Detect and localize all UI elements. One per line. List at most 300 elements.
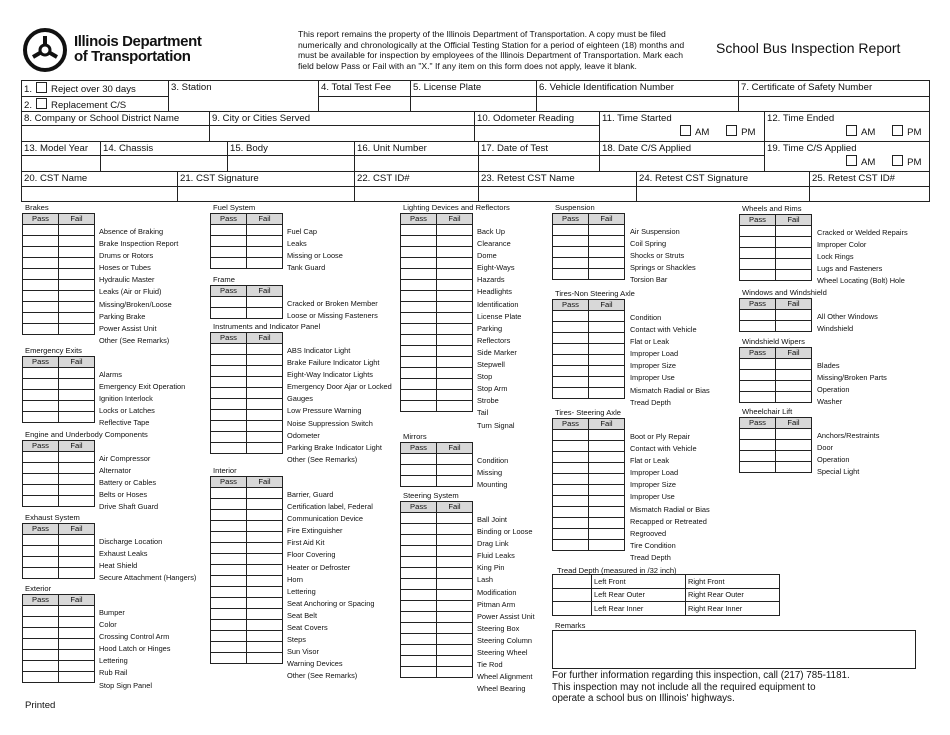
- pass-cell[interactable]: [211, 598, 247, 609]
- pass-cell[interactable]: [23, 606, 59, 617]
- pass-cell[interactable]: [23, 557, 59, 568]
- pass-cell[interactable]: [211, 399, 247, 410]
- fail-cell[interactable]: [59, 368, 95, 379]
- fail-cell[interactable]: [247, 443, 283, 454]
- pass-cell[interactable]: [23, 368, 59, 379]
- fail-cell[interactable]: [437, 357, 473, 368]
- pass-cell[interactable]: [211, 488, 247, 499]
- pass-cell[interactable]: [740, 226, 776, 237]
- fail-cell[interactable]: [247, 543, 283, 554]
- pass-cell[interactable]: [23, 628, 59, 639]
- pass-cell[interactable]: [553, 496, 589, 507]
- pass-cell[interactable]: [23, 452, 59, 463]
- pass-cell[interactable]: [740, 259, 776, 270]
- body-input[interactable]: [227, 155, 354, 171]
- pass-cell[interactable]: [401, 346, 437, 357]
- fail-cell[interactable]: [59, 661, 95, 672]
- pass-cell[interactable]: [23, 672, 59, 683]
- fail-cell[interactable]: [437, 324, 473, 335]
- cst-name-input[interactable]: [22, 186, 177, 202]
- fail-cell[interactable]: [589, 355, 625, 366]
- pass-cell[interactable]: [211, 421, 247, 432]
- pass-cell[interactable]: [401, 546, 437, 557]
- fail-cell[interactable]: [59, 650, 95, 661]
- time-ended-field[interactable]: 12. Time Ended: [764, 111, 930, 141]
- pass-cell[interactable]: [211, 225, 247, 236]
- fail-cell[interactable]: [59, 496, 95, 507]
- pass-cell[interactable]: [23, 463, 59, 474]
- fail-cell[interactable]: [437, 667, 473, 678]
- time-cs-applied-am-checkbox[interactable]: [846, 155, 857, 166]
- model-year-input[interactable]: [22, 155, 100, 171]
- fail-cell[interactable]: [59, 535, 95, 546]
- fail-cell[interactable]: [776, 462, 812, 473]
- pass-cell[interactable]: [401, 645, 437, 656]
- pass-cell[interactable]: [211, 355, 247, 366]
- pass-cell[interactable]: [553, 518, 589, 529]
- pass-cell[interactable]: [401, 379, 437, 390]
- pass-cell[interactable]: [740, 462, 776, 473]
- pass-cell[interactable]: [401, 302, 437, 313]
- retest-cst-name-input[interactable]: [478, 186, 636, 202]
- pass-cell[interactable]: [23, 269, 59, 280]
- fail-cell[interactable]: [59, 672, 95, 683]
- fail-cell[interactable]: [437, 302, 473, 313]
- pass-cell[interactable]: [553, 247, 589, 258]
- fail-cell[interactable]: [437, 656, 473, 667]
- vin-input[interactable]: [536, 96, 738, 111]
- fail-cell[interactable]: [59, 568, 95, 579]
- fail-cell[interactable]: [589, 463, 625, 474]
- fail-cell[interactable]: [437, 513, 473, 524]
- pass-cell[interactable]: [401, 568, 437, 579]
- fail-cell[interactable]: [437, 590, 473, 601]
- fail-cell[interactable]: [589, 430, 625, 441]
- left-rear-outer-input[interactable]: [553, 588, 592, 602]
- fail-cell[interactable]: [247, 598, 283, 609]
- time-cs-applied-field[interactable]: 19. Time C/S Applied: [764, 141, 930, 171]
- pass-cell[interactable]: [23, 324, 59, 335]
- fail-cell[interactable]: [776, 237, 812, 248]
- pass-cell[interactable]: [553, 344, 589, 355]
- fail-cell[interactable]: [59, 236, 95, 247]
- fail-cell[interactable]: [247, 432, 283, 443]
- pass-cell[interactable]: [740, 392, 776, 403]
- pass-cell[interactable]: [23, 650, 59, 661]
- fail-cell[interactable]: [437, 269, 473, 280]
- pass-cell[interactable]: [553, 452, 589, 463]
- fail-cell[interactable]: [776, 226, 812, 237]
- fail-cell[interactable]: [437, 601, 473, 612]
- pass-cell[interactable]: [740, 248, 776, 259]
- pass-cell[interactable]: [740, 237, 776, 248]
- remarks-input[interactable]: [552, 630, 916, 669]
- fail-cell[interactable]: [437, 546, 473, 557]
- pass-cell[interactable]: [553, 485, 589, 496]
- fail-cell[interactable]: [437, 368, 473, 379]
- pass-cell[interactable]: [211, 308, 247, 319]
- pass-cell[interactable]: [553, 269, 589, 280]
- pass-cell[interactable]: [740, 429, 776, 440]
- time-started-am-checkbox[interactable]: [680, 125, 691, 136]
- pass-cell[interactable]: [401, 291, 437, 302]
- fail-cell[interactable]: [776, 440, 812, 451]
- fail-cell[interactable]: [589, 377, 625, 388]
- fail-cell[interactable]: [437, 280, 473, 291]
- fail-cell[interactable]: [776, 321, 812, 332]
- pass-cell[interactable]: [401, 579, 437, 590]
- fail-cell[interactable]: [776, 392, 812, 403]
- fail-cell[interactable]: [589, 333, 625, 344]
- pass-cell[interactable]: [23, 236, 59, 247]
- fail-cell[interactable]: [247, 344, 283, 355]
- pass-cell[interactable]: [740, 370, 776, 381]
- pass-cell[interactable]: [401, 465, 437, 476]
- pass-cell[interactable]: [401, 258, 437, 269]
- fail-cell[interactable]: [59, 617, 95, 628]
- fail-cell[interactable]: [247, 258, 283, 269]
- pass-cell[interactable]: [401, 335, 437, 346]
- fail-cell[interactable]: [59, 324, 95, 335]
- fail-cell[interactable]: [247, 532, 283, 543]
- fail-cell[interactable]: [589, 236, 625, 247]
- pass-cell[interactable]: [23, 247, 59, 258]
- replacement-checkbox[interactable]: [36, 98, 47, 109]
- fail-cell[interactable]: [59, 606, 95, 617]
- pass-cell[interactable]: [211, 443, 247, 454]
- pass-cell[interactable]: [211, 236, 247, 247]
- fail-cell[interactable]: [437, 634, 473, 645]
- fail-cell[interactable]: [437, 454, 473, 465]
- pass-cell[interactable]: [553, 540, 589, 551]
- pass-cell[interactable]: [553, 225, 589, 236]
- pass-cell[interactable]: [23, 225, 59, 236]
- cst-signature-input[interactable]: [177, 186, 354, 202]
- fail-cell[interactable]: [589, 322, 625, 333]
- odometer-input[interactable]: [474, 125, 599, 141]
- pass-cell[interactable]: [23, 617, 59, 628]
- fail-cell[interactable]: [247, 642, 283, 653]
- fail-cell[interactable]: [589, 269, 625, 280]
- pass-cell[interactable]: [401, 390, 437, 401]
- pass-cell[interactable]: [211, 642, 247, 653]
- pass-cell[interactable]: [211, 510, 247, 521]
- pass-cell[interactable]: [211, 410, 247, 421]
- fail-cell[interactable]: [59, 401, 95, 412]
- pass-cell[interactable]: [401, 269, 437, 280]
- fail-cell[interactable]: [437, 579, 473, 590]
- pass-cell[interactable]: [23, 639, 59, 650]
- fail-cell[interactable]: [247, 631, 283, 642]
- unit-number-input[interactable]: [354, 155, 478, 171]
- certificate-safety-input[interactable]: [738, 96, 930, 111]
- fail-cell[interactable]: [776, 370, 812, 381]
- pass-cell[interactable]: [401, 656, 437, 667]
- fail-cell[interactable]: [59, 258, 95, 269]
- pass-cell[interactable]: [553, 441, 589, 452]
- pass-cell[interactable]: [23, 535, 59, 546]
- fail-cell[interactable]: [437, 225, 473, 236]
- pass-cell[interactable]: [211, 543, 247, 554]
- fail-cell[interactable]: [59, 463, 95, 474]
- pass-cell[interactable]: [211, 521, 247, 532]
- fail-cell[interactable]: [589, 507, 625, 518]
- pass-cell[interactable]: [401, 313, 437, 324]
- fail-cell[interactable]: [247, 521, 283, 532]
- pass-cell[interactable]: [401, 324, 437, 335]
- reject-field[interactable]: 1. Reject over 30 days: [24, 84, 136, 95]
- fail-cell[interactable]: [437, 247, 473, 258]
- pass-cell[interactable]: [553, 507, 589, 518]
- pass-cell[interactable]: [211, 366, 247, 377]
- fail-cell[interactable]: [59, 291, 95, 302]
- fail-cell[interactable]: [589, 441, 625, 452]
- retest-cst-id-input[interactable]: [809, 186, 930, 202]
- fail-cell[interactable]: [247, 488, 283, 499]
- pass-cell[interactable]: [23, 661, 59, 672]
- pass-cell[interactable]: [553, 311, 589, 322]
- pass-cell[interactable]: [401, 368, 437, 379]
- pass-cell[interactable]: [553, 529, 589, 540]
- fail-cell[interactable]: [59, 485, 95, 496]
- pass-cell[interactable]: [401, 513, 437, 524]
- pass-cell[interactable]: [553, 388, 589, 399]
- fail-cell[interactable]: [247, 576, 283, 587]
- fail-cell[interactable]: [589, 452, 625, 463]
- pass-cell[interactable]: [23, 280, 59, 291]
- pass-cell[interactable]: [401, 623, 437, 634]
- fail-cell[interactable]: [437, 291, 473, 302]
- pass-cell[interactable]: [23, 546, 59, 557]
- fail-cell[interactable]: [437, 568, 473, 579]
- fail-cell[interactable]: [247, 236, 283, 247]
- right-front-label[interactable]: Right Front: [686, 575, 780, 589]
- pass-cell[interactable]: [211, 297, 247, 308]
- fail-cell[interactable]: [437, 476, 473, 487]
- pass-cell[interactable]: [23, 291, 59, 302]
- fail-cell[interactable]: [59, 639, 95, 650]
- fail-cell[interactable]: [59, 412, 95, 423]
- fail-cell[interactable]: [59, 247, 95, 258]
- fail-cell[interactable]: [247, 499, 283, 510]
- pass-cell[interactable]: [211, 388, 247, 399]
- pass-cell[interactable]: [211, 631, 247, 642]
- fail-cell[interactable]: [59, 269, 95, 280]
- fail-cell[interactable]: [247, 377, 283, 388]
- fail-cell[interactable]: [437, 346, 473, 357]
- date-of-test-input[interactable]: [478, 155, 599, 171]
- fail-cell[interactable]: [247, 388, 283, 399]
- pass-cell[interactable]: [23, 313, 59, 324]
- pass-cell[interactable]: [23, 258, 59, 269]
- pass-cell[interactable]: [401, 667, 437, 678]
- fail-cell[interactable]: [437, 379, 473, 390]
- pass-cell[interactable]: [401, 454, 437, 465]
- pass-cell[interactable]: [553, 322, 589, 333]
- fail-cell[interactable]: [247, 308, 283, 319]
- fail-cell[interactable]: [437, 313, 473, 324]
- fail-cell[interactable]: [247, 609, 283, 620]
- pass-cell[interactable]: [553, 463, 589, 474]
- pass-cell[interactable]: [401, 535, 437, 546]
- fail-cell[interactable]: [776, 270, 812, 281]
- pass-cell[interactable]: [401, 225, 437, 236]
- fail-cell[interactable]: [776, 381, 812, 392]
- fail-cell[interactable]: [589, 225, 625, 236]
- pass-cell[interactable]: [553, 377, 589, 388]
- fail-cell[interactable]: [437, 612, 473, 623]
- fail-cell[interactable]: [247, 554, 283, 565]
- fail-cell[interactable]: [589, 540, 625, 551]
- fail-cell[interactable]: [437, 535, 473, 546]
- fail-cell[interactable]: [247, 510, 283, 521]
- fail-cell[interactable]: [59, 557, 95, 568]
- time-ended-am-checkbox[interactable]: [846, 125, 857, 136]
- pass-cell[interactable]: [23, 568, 59, 579]
- fail-cell[interactable]: [437, 390, 473, 401]
- fail-cell[interactable]: [247, 366, 283, 377]
- fail-cell[interactable]: [247, 653, 283, 664]
- fail-cell[interactable]: [247, 620, 283, 631]
- fail-cell[interactable]: [247, 355, 283, 366]
- pass-cell[interactable]: [553, 366, 589, 377]
- fail-cell[interactable]: [59, 474, 95, 485]
- pass-cell[interactable]: [211, 432, 247, 443]
- fail-cell[interactable]: [437, 401, 473, 412]
- time-cs-applied-pm-checkbox[interactable]: [892, 155, 903, 166]
- fail-cell[interactable]: [437, 236, 473, 247]
- fail-cell[interactable]: [247, 247, 283, 258]
- cst-id-input[interactable]: [354, 186, 478, 202]
- pass-cell[interactable]: [553, 355, 589, 366]
- pass-cell[interactable]: [740, 321, 776, 332]
- pass-cell[interactable]: [553, 474, 589, 485]
- fail-cell[interactable]: [59, 379, 95, 390]
- fail-cell[interactable]: [247, 399, 283, 410]
- fail-cell[interactable]: [437, 465, 473, 476]
- station-field[interactable]: 3. Station: [168, 81, 318, 111]
- pass-cell[interactable]: [553, 430, 589, 441]
- pass-cell[interactable]: [211, 576, 247, 587]
- fail-cell[interactable]: [59, 225, 95, 236]
- date-cs-applied-input[interactable]: [599, 155, 764, 171]
- retest-cst-signature-input[interactable]: [636, 186, 809, 202]
- pass-cell[interactable]: [211, 377, 247, 388]
- pass-cell[interactable]: [740, 359, 776, 370]
- pass-cell[interactable]: [740, 451, 776, 462]
- chassis-input[interactable]: [100, 155, 227, 171]
- pass-cell[interactable]: [401, 590, 437, 601]
- time-started-pm-checkbox[interactable]: [726, 125, 737, 136]
- pass-cell[interactable]: [401, 612, 437, 623]
- pass-cell[interactable]: [740, 310, 776, 321]
- fail-cell[interactable]: [437, 623, 473, 634]
- fail-cell[interactable]: [589, 388, 625, 399]
- fail-cell[interactable]: [59, 302, 95, 313]
- fail-cell[interactable]: [59, 628, 95, 639]
- fail-cell[interactable]: [437, 524, 473, 535]
- fail-cell[interactable]: [247, 565, 283, 576]
- fail-cell[interactable]: [589, 366, 625, 377]
- fail-cell[interactable]: [589, 474, 625, 485]
- fail-cell[interactable]: [437, 645, 473, 656]
- pass-cell[interactable]: [401, 476, 437, 487]
- left-rear-inner-input[interactable]: [553, 602, 592, 616]
- pass-cell[interactable]: [401, 601, 437, 612]
- fail-cell[interactable]: [59, 390, 95, 401]
- pass-cell[interactable]: [553, 236, 589, 247]
- pass-cell[interactable]: [401, 634, 437, 645]
- pass-cell[interactable]: [23, 496, 59, 507]
- pass-cell[interactable]: [401, 247, 437, 258]
- pass-cell[interactable]: [401, 280, 437, 291]
- fail-cell[interactable]: [247, 225, 283, 236]
- fail-cell[interactable]: [776, 429, 812, 440]
- fail-cell[interactable]: [247, 410, 283, 421]
- fail-cell[interactable]: [247, 421, 283, 432]
- pass-cell[interactable]: [401, 401, 437, 412]
- pass-cell[interactable]: [23, 474, 59, 485]
- pass-cell[interactable]: [211, 532, 247, 543]
- total-test-fee-input[interactable]: [318, 96, 410, 111]
- reject-checkbox[interactable]: [36, 82, 47, 93]
- pass-cell[interactable]: [211, 565, 247, 576]
- fail-cell[interactable]: [437, 258, 473, 269]
- fail-cell[interactable]: [437, 557, 473, 568]
- pass-cell[interactable]: [211, 344, 247, 355]
- fail-cell[interactable]: [589, 247, 625, 258]
- fail-cell[interactable]: [589, 529, 625, 540]
- pass-cell[interactable]: [23, 401, 59, 412]
- replacement-field[interactable]: 2. Replacement C/S: [22, 96, 168, 111]
- fail-cell[interactable]: [776, 248, 812, 259]
- fail-cell[interactable]: [776, 259, 812, 270]
- time-started-field[interactable]: 11. Time Started: [599, 111, 764, 141]
- fail-cell[interactable]: [247, 297, 283, 308]
- time-ended-pm-checkbox[interactable]: [892, 125, 903, 136]
- pass-cell[interactable]: [740, 440, 776, 451]
- left-front-input[interactable]: [553, 575, 592, 589]
- fail-cell[interactable]: [589, 485, 625, 496]
- pass-cell[interactable]: [211, 258, 247, 269]
- fail-cell[interactable]: [589, 518, 625, 529]
- fail-cell[interactable]: [247, 587, 283, 598]
- pass-cell[interactable]: [23, 302, 59, 313]
- fail-cell[interactable]: [589, 344, 625, 355]
- pass-cell[interactable]: [401, 236, 437, 247]
- company-input[interactable]: [22, 125, 209, 141]
- fail-cell[interactable]: [776, 359, 812, 370]
- fail-cell[interactable]: [59, 452, 95, 463]
- fail-cell[interactable]: [59, 280, 95, 291]
- pass-cell[interactable]: [211, 247, 247, 258]
- pass-cell[interactable]: [401, 524, 437, 535]
- pass-cell[interactable]: [740, 270, 776, 281]
- pass-cell[interactable]: [401, 357, 437, 368]
- fail-cell[interactable]: [437, 335, 473, 346]
- pass-cell[interactable]: [553, 258, 589, 269]
- pass-cell[interactable]: [211, 609, 247, 620]
- license-plate-input[interactable]: [410, 96, 536, 111]
- pass-cell[interactable]: [211, 653, 247, 664]
- right-rear-inner-label[interactable]: Right Rear Inner: [686, 602, 780, 616]
- fail-cell[interactable]: [59, 313, 95, 324]
- pass-cell[interactable]: [211, 620, 247, 631]
- pass-cell[interactable]: [23, 390, 59, 401]
- pass-cell[interactable]: [23, 379, 59, 390]
- pass-cell[interactable]: [553, 333, 589, 344]
- pass-cell[interactable]: [23, 485, 59, 496]
